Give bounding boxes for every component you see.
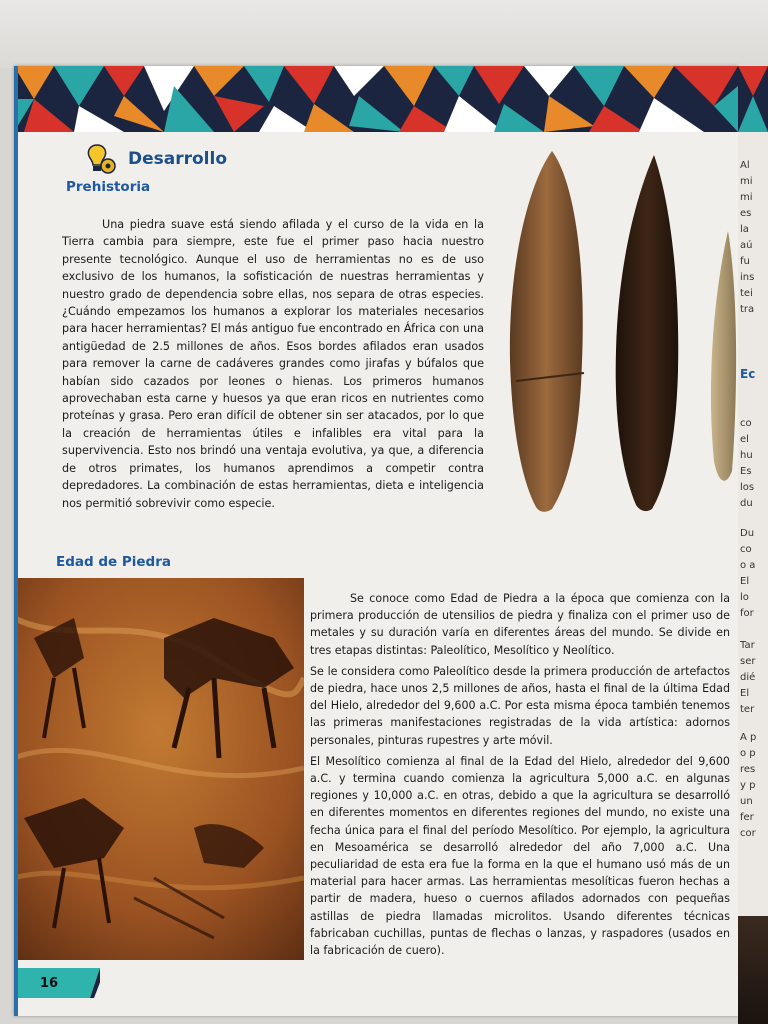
adjacent-text-fragment: tra	[740, 304, 755, 315]
edad-piedra-paragraph: Se conoce como Edad de Piedra a la época que comienza con la primera producción de utensilios de piedra y finaliza con el primer uso de metales y su duración varía en diferentes áreas del mundo. Se divide en tres etapas distintas: Paleolítico, Mesolítico y Neolítico.	[310, 592, 730, 657]
prehistoria-paragraph: Una piedra suave está siendo afilada y el curso de la vida en la Tierra cambia para siempre, este fue el primer paso hacia nuestro presente tecnológico. Aunque el uso de herramientas no es de uso exclusivo de los humanos, la sofisticación de nuestras herramientas y nuestro grado de dependencia sobre ellas, nos separa de otras especies. ¿Cuándo empezamos los humanos a explorar los materiales necesarios para hacer herramientas? El más antiguo fue encontrado en África con una antigüedad de 2.5 millones de años. Esos bordes afilados eran usados para remover la carne de cadáveres grandes como jirafas y búfalos que habían sido cazados por leones o hienas. Los primeros humanos aprovechaban esta carne y huesos ya que eran ricos en nutrientes como proteínas y grasa. Pero eran difícil de obtener sin ser atacados, por lo que la creación de herramientas útiles e infalibles era vital para la supervivencia. Esto nos brindó una ventaja evolutiva, ya que, a diferencia de otros primates, los humanos aprendimos a competir contra depredadores. La combinación de estas herramientas, dieta e inteligencia nos permitió sobrevivir como especie.	[62, 218, 484, 510]
adjacent-text-fragment: hu	[740, 450, 753, 461]
adjacent-text-fragment: los	[740, 482, 755, 493]
edad-piedra-heading: Edad de Piedra	[56, 554, 171, 570]
section-title: Desarrollo	[128, 149, 228, 169]
adjacent-text-fragment: res	[740, 764, 756, 775]
stone-arrowheads-image	[494, 141, 738, 526]
adjacent-text-fragment: la	[740, 224, 749, 235]
adjacent-text-fragment: mi	[740, 176, 753, 187]
adjacent-text-fragment: ser	[740, 656, 756, 667]
adjacent-text-fragment: El	[740, 576, 750, 587]
adjacent-text-fragment: A p	[740, 732, 757, 743]
adjacent-text-fragment: dié	[740, 672, 756, 683]
lightbulb-gear-icon	[86, 142, 120, 176]
adjacent-text-fragment: ter	[740, 704, 755, 715]
cave-painting-image	[14, 578, 304, 960]
prehistoria-heading: Prehistoria	[66, 179, 151, 195]
adjacent-text-fragment: Es	[740, 466, 752, 477]
adjacent-text-fragment: fu	[740, 256, 750, 267]
page-spine-edge	[14, 66, 18, 1016]
edad-piedra-paragraph: El Mesolítico comienza al final de la Edad del Hielo, alrededor del 9,600 a.C. y termina cuando comienza la agricultura 5,000 a.C. en algunas regiones y 10,000 a.C. en otras, debido a que la agricultura se desarrolló en diferentes momentos en diferentes regiones del mundo, no existe una fecha única para el final del período Mesolítico. Por ejemplo, la agricultura en Mesoamérica se desarrolló alrededor del año 7,000 a.C. Una peculiaridad de esta era fue la forma en la que el humano usó más de un material para hacer armas. Las herramientas mesolíticas fueron hechas a partir de madera, hueso o cuernos afilados adornados con pequeñas astillas de piedra llamadas microlitos. Usando diferentes técnicas fabricaban cuchillas, puntas de flechas o lanzas, y raspadores (usados en la fabricación de cuero).	[310, 754, 730, 958]
adjacent-text-fragment: co	[740, 544, 752, 555]
adjacent-text-fragment: es	[740, 208, 752, 219]
adjacent-text-fragment: ins	[740, 272, 755, 283]
adjacent-text-fragment: mi	[740, 192, 753, 203]
page-number: 16	[40, 976, 59, 991]
scan-background	[0, 0, 768, 68]
adjacent-text-fragment: co	[740, 418, 752, 429]
edad-piedra-paragraph: Se le considera como Paleolítico desde la primera producción de artefactos de piedra, hace unos 2,5 millones de años, hasta el final de la última Edad del Hielo, alrededor del 9,600 a.C. Por esta misma época también tenemos las primeras manifestaciones registradas de la vida artística: adornos personales, pinturas rupestres y arte móvil.	[310, 664, 730, 747]
adjacent-text-fragment: aú	[740, 240, 753, 251]
adjacent-text-fragment: cor	[740, 828, 756, 839]
adjacent-text-fragment: Ec	[740, 367, 756, 381]
adjacent-text-fragment: fer	[740, 812, 754, 823]
adjacent-text-fragment: o a	[740, 560, 756, 571]
adjacent-text-fragment: Al	[740, 160, 750, 171]
adjacent-text-fragment: tei	[740, 288, 753, 299]
adjacent-banner	[738, 66, 768, 132]
textbook-page	[14, 66, 738, 1016]
geometric-banner	[14, 66, 738, 132]
section-header	[86, 142, 227, 176]
adjacent-text-fragment: o p	[740, 748, 756, 759]
adjacent-text-fragment: y p	[740, 780, 756, 791]
edad-piedra-body	[310, 590, 730, 963]
adjacent-image	[738, 916, 768, 1024]
adjacent-text-fragment: du	[740, 498, 753, 509]
adjacent-page-sliver	[738, 66, 768, 1024]
adjacent-text-fragment: el	[740, 434, 749, 445]
prehistoria-body	[62, 216, 484, 516]
adjacent-text-fragment: lo	[740, 592, 749, 603]
adjacent-text-fragment: Du	[740, 528, 755, 539]
adjacent-text-fragment: for	[740, 608, 754, 619]
adjacent-text-fragment: Tar	[740, 640, 755, 651]
adjacent-text-fragment: un	[740, 796, 753, 807]
adjacent-text-fragment: El	[740, 688, 750, 699]
